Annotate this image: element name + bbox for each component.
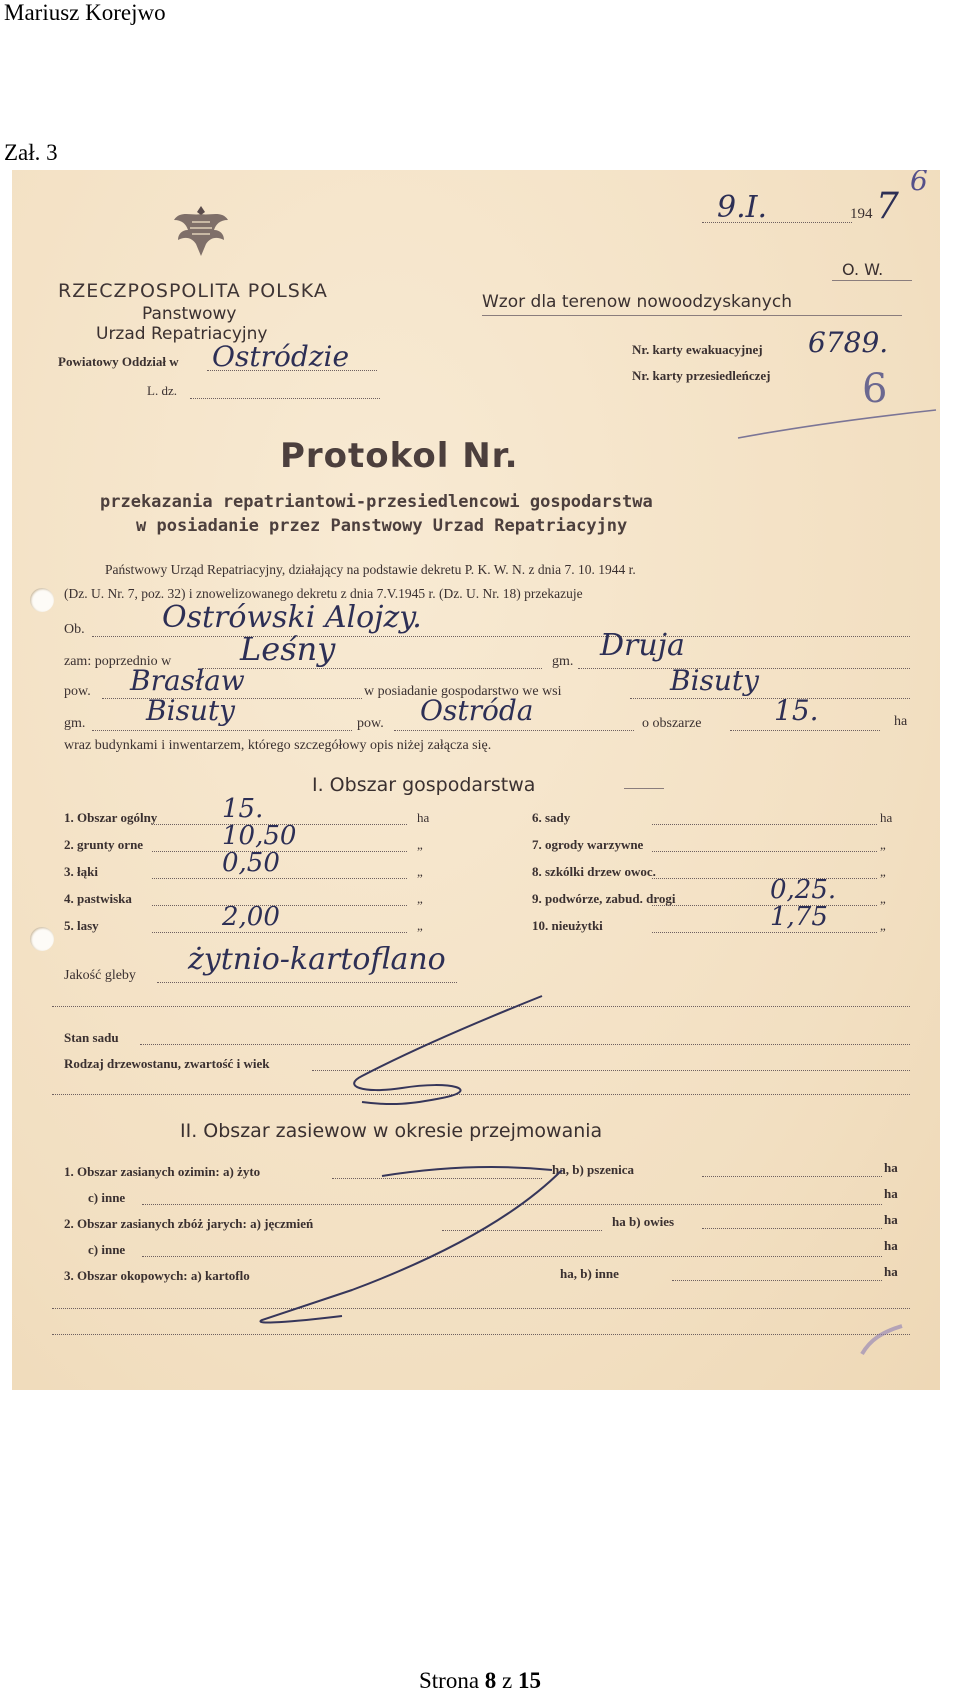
subtitle-line2: w posiadanie przez Panstwowy Urzad Repatriacyjny — [136, 516, 628, 536]
gm2-value: Bisuty — [146, 694, 236, 727]
footer-page-number: 8 — [484, 1668, 497, 1693]
area-row-label: 1. Obszar ogólny — [64, 810, 158, 825]
branch-value: Ostródzie — [212, 340, 350, 373]
ow-label: O. W. — [842, 260, 884, 279]
pow-label: pow. — [64, 684, 91, 699]
pow2-label: pow. — [357, 716, 384, 731]
template-note: Wzor dla terenow nowoodzyskanych — [482, 292, 792, 312]
s2-ha: ha — [884, 1212, 898, 1227]
attachment-label: Zał. 3 — [4, 140, 58, 165]
strikethrough-stroke — [302, 990, 602, 1110]
eagle-emblem-icon — [172, 200, 230, 260]
area-row-unit: „ — [417, 837, 423, 852]
pow2-value: Ostróda — [420, 694, 534, 727]
corner-mark: 6 — [910, 170, 928, 197]
page-author: Mariusz Korejwo — [4, 0, 166, 25]
scanned-document — [12, 170, 940, 1390]
area-row-unit: „ — [417, 891, 423, 906]
year-handwritten: 7 — [876, 186, 899, 227]
strikethrough-stroke — [232, 1140, 652, 1340]
year-typed: 194 — [850, 206, 873, 222]
evac-card-label: Nr. karty ewakuacyjnej — [632, 342, 763, 357]
area-row-value: 2,00 — [222, 902, 280, 932]
s2-row1-c: c) inne — [88, 1190, 126, 1205]
area-row-unit: ha — [880, 810, 893, 825]
area-row-value: 0,25. — [770, 875, 837, 905]
prev-label: zam: poprzednio w — [64, 654, 172, 669]
area-row-label: 7. ogrody warzywne — [532, 837, 644, 852]
area-row-label: 3. łąki — [64, 864, 98, 879]
area-label: o obszarze — [642, 716, 702, 731]
s2-row2-c: c) inne — [88, 1242, 126, 1257]
area-row-value: 1,75 — [770, 902, 828, 932]
republic-name: RZECZPOSPOLITA POLSKA — [58, 280, 328, 302]
s2-ha: ha — [884, 1264, 898, 1279]
branch-label: Powiatowy Oddział w — [58, 354, 179, 369]
area-row-unit: „ — [880, 891, 886, 906]
footer-middle: z — [496, 1668, 519, 1693]
soil-value: żytnio-kartoflano — [188, 942, 446, 977]
punch-hole — [30, 927, 54, 951]
area-row-unit: „ — [417, 864, 423, 879]
office-line1: Panstwowy — [142, 304, 237, 324]
area-row-label: 9. podwórze, zabud. drogi — [532, 891, 676, 906]
page-footer — [0, 1668, 960, 1694]
soil-label: Jakość gleby — [64, 968, 136, 983]
ob-label: Ob. — [64, 622, 85, 637]
gm2-label: gm. — [64, 716, 86, 731]
section2-title: II. Obszar zasiewow w okresie przejmowania — [180, 1120, 603, 1142]
area-row-label: 8. szkólki drzew owoc. — [532, 864, 656, 879]
s2-row2-mid: ha b) owies — [612, 1214, 675, 1229]
date-handwritten: 9.I. — [717, 190, 768, 225]
area-row-unit: „ — [880, 837, 886, 852]
pencil-stroke — [732, 408, 940, 442]
s2-row2-label: 2. Obszar zasianych zbóż jarych: a) jęczmień — [64, 1216, 314, 1231]
s2-row1-label: 1. Obszar zasianych ozimin: a) żyto — [64, 1164, 261, 1179]
gm-value: Druja — [600, 628, 685, 663]
village-value: Bisuty — [670, 664, 760, 697]
ink-smudge — [852, 1320, 912, 1360]
intro-line1: Państwowy Urząd Repatriacyjny, działający na podstawie dekretu P. K. W. N. z dnia 7. 10. 1944 r. — [105, 562, 636, 577]
s2-ha: ha — [884, 1160, 898, 1175]
s2-ha: ha — [884, 1186, 898, 1201]
orchard-label: Stan sadu — [64, 1030, 119, 1045]
ob-value: Ostrówski Alojzy. — [162, 600, 422, 635]
possession-label: w posiadanie gospodarstwo we wsi — [364, 684, 562, 699]
footer-total-pages: 15 — [518, 1668, 542, 1693]
pow-value: Brasław — [130, 664, 245, 697]
area-row-unit: „ — [880, 864, 886, 879]
together-line: wraz budynkami i inwentarzem, którego szczegółowy opis niżej załącza się. — [64, 738, 492, 753]
s2-row1-mid: ha, b) pszenica — [552, 1162, 634, 1177]
area-row-value: 0,50 — [222, 848, 280, 878]
area-row-value: 10,50 — [222, 821, 297, 851]
area-row-unit: „ — [880, 918, 886, 933]
area-row-unit: ha — [417, 810, 430, 825]
s2-row3-label: 3. Obszar okopowych: a) kartoflo — [64, 1268, 250, 1283]
ha-label: ha — [894, 714, 908, 729]
punch-hole — [30, 588, 54, 612]
area-row-label: 6. sady — [532, 810, 571, 825]
prev-value: Leśny — [240, 630, 336, 668]
s2-row3-mid: ha, b) inne — [560, 1266, 619, 1281]
area-row-label: 5. lasy — [64, 918, 99, 933]
resettle-card-value: 6 — [862, 366, 888, 412]
ldz-label: L. dz. — [147, 383, 177, 398]
s2-ha: ha — [884, 1238, 898, 1253]
trees-label: Rodzaj drzewostanu, zwartość i wiek — [64, 1056, 270, 1071]
document-title: Protokol Nr. — [280, 436, 519, 476]
footer-prefix: Strona — [418, 1668, 485, 1693]
office-line2: Urzad Repatriacyjny — [96, 324, 268, 344]
subtitle-line1: przekazania repatriantowi-przesiedlencowi gospodarstwa — [100, 492, 653, 512]
area-row-unit: „ — [417, 918, 423, 933]
intro-line2: (Dz. U. Nr. 7, poz. 32) i znowelizowanego dekretu z dnia 7.V.1945 r. (Dz. U. Nr. 18) przekazuje — [64, 586, 583, 601]
gm-label: gm. — [552, 654, 574, 669]
area-row-label: 10. nieużytki — [532, 918, 603, 933]
area-row-label: 4. pastwiska — [64, 891, 132, 906]
area-value: 15. — [774, 694, 819, 727]
area-row-value: 15. — [222, 794, 264, 824]
section1-title: I. Obszar gospodarstwa — [312, 774, 536, 796]
evac-card-value: 6789. — [808, 326, 889, 359]
area-row-label: 2. grunty orne — [64, 837, 144, 852]
resettle-card-label: Nr. karty przesiedleńczej — [632, 368, 771, 383]
